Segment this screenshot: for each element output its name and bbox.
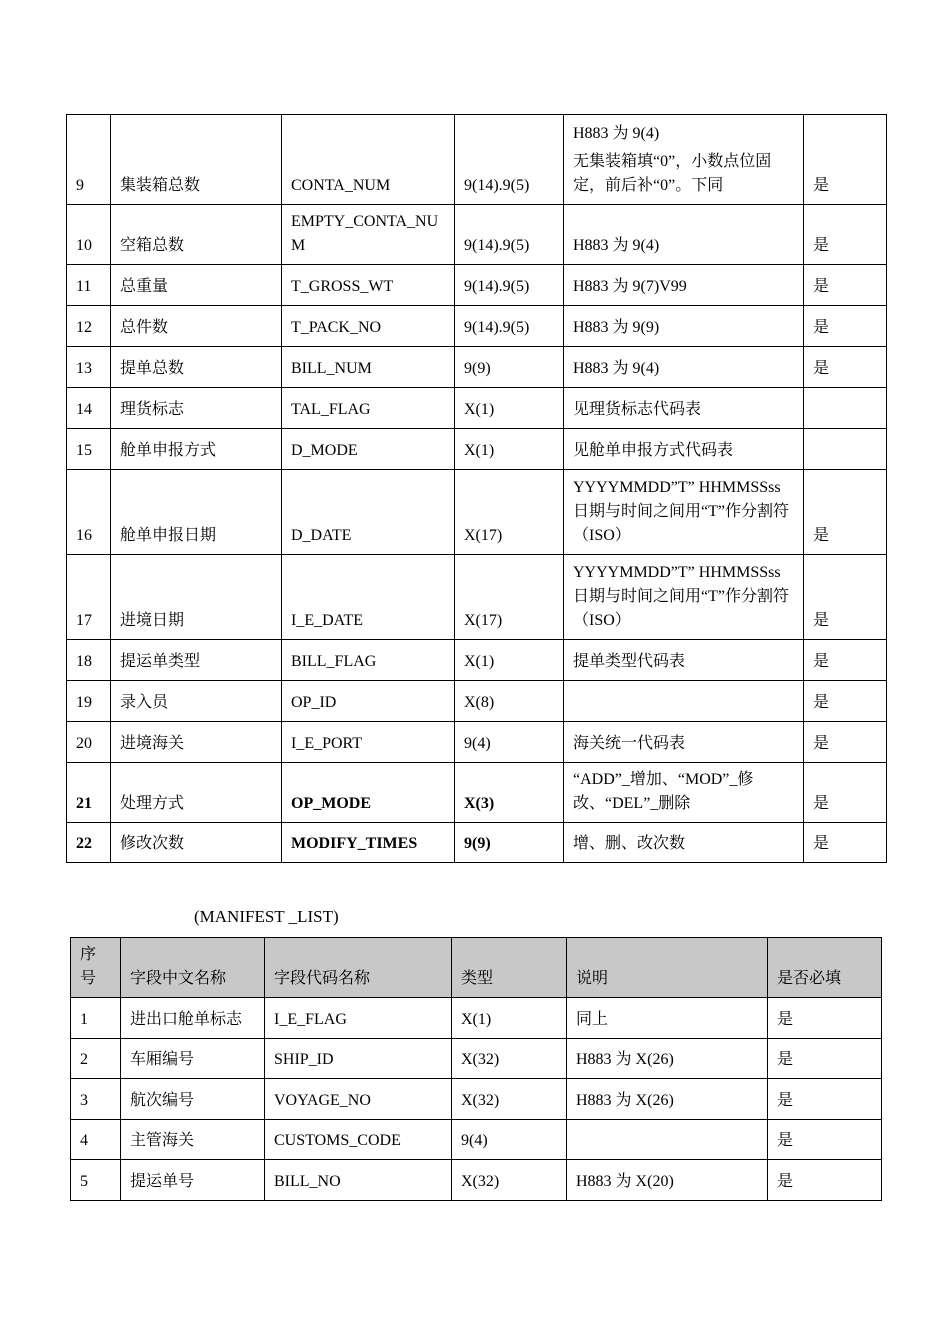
field-definition-table-continued bbox=[66, 114, 887, 863]
field-required: 是 bbox=[804, 640, 887, 681]
row-number: 12 bbox=[67, 306, 111, 347]
table-row bbox=[67, 763, 887, 823]
field-type: 9(14).9(5) bbox=[455, 205, 564, 265]
row-number: 15 bbox=[67, 429, 111, 470]
field-required: 是 bbox=[768, 998, 882, 1039]
field-description: H883 为 X(26) bbox=[567, 1039, 768, 1079]
row-number: 18 bbox=[67, 640, 111, 681]
field-description: 同上 bbox=[567, 998, 768, 1039]
field-type: 9(14).9(5) bbox=[455, 265, 564, 306]
table-row bbox=[67, 205, 887, 265]
field-required bbox=[804, 388, 887, 429]
field-type: 9(14).9(5) bbox=[455, 115, 564, 205]
field-description: YYYYMMDD”T” HHMMSSss 日期与时间之间用“T”作分割符（ISO） bbox=[564, 555, 804, 640]
field-type: X(1) bbox=[455, 429, 564, 470]
field-required bbox=[804, 429, 887, 470]
table-row bbox=[71, 1120, 882, 1160]
field-code-name: BILL_NUM bbox=[282, 347, 455, 388]
table-row bbox=[71, 1079, 882, 1120]
table-row bbox=[67, 306, 887, 347]
field-required: 是 bbox=[804, 347, 887, 388]
field-chinese-name: 主管海关 bbox=[121, 1120, 265, 1160]
field-code-name: I_E_DATE bbox=[282, 555, 455, 640]
row-number: 16 bbox=[67, 470, 111, 555]
field-type: X(1) bbox=[452, 998, 567, 1039]
table-row bbox=[67, 470, 887, 555]
column-header-chinese-name: 字段中文名称 bbox=[121, 938, 265, 998]
field-required: 是 bbox=[804, 265, 887, 306]
row-number: 13 bbox=[67, 347, 111, 388]
field-chinese-name: 提运单号 bbox=[121, 1160, 265, 1201]
field-description: 提单类型代码表 bbox=[564, 640, 804, 681]
field-chinese-name: 进出口舱单标志 bbox=[121, 998, 265, 1039]
field-type: 9(4) bbox=[452, 1120, 567, 1160]
row-number: 9 bbox=[67, 115, 111, 205]
field-code-name: SHIP_ID bbox=[265, 1039, 452, 1079]
table-row bbox=[67, 823, 887, 863]
field-description: 增、删、改次数 bbox=[564, 823, 804, 863]
field-description: H883 为 9(4) bbox=[564, 205, 804, 265]
field-chinese-name: 理货标志 bbox=[111, 388, 282, 429]
column-header-type: 类型 bbox=[452, 938, 567, 998]
field-required: 是 bbox=[804, 681, 887, 722]
field-chinese-name: 提单总数 bbox=[111, 347, 282, 388]
field-required: 是 bbox=[768, 1039, 882, 1079]
field-description: H883 为 X(20) bbox=[567, 1160, 768, 1201]
field-chinese-name: 进境日期 bbox=[111, 555, 282, 640]
field-description: “ADD”_增加、“MOD”_修改、“DEL”_删除 bbox=[564, 763, 804, 823]
column-header-code-name: 字段代码名称 bbox=[265, 938, 452, 998]
field-code-name: BILL_FLAG bbox=[282, 640, 455, 681]
field-type: 9(9) bbox=[455, 347, 564, 388]
field-code-name: CUSTOMS_CODE bbox=[265, 1120, 452, 1160]
field-required: 是 bbox=[804, 555, 887, 640]
field-code-name: VOYAGE_NO bbox=[265, 1079, 452, 1120]
field-required: 是 bbox=[768, 1160, 882, 1201]
table-caption: (MANIFEST _LIST) bbox=[194, 907, 339, 926]
field-description: H883 为 9(9) bbox=[564, 306, 804, 347]
field-code-name: OP_ID bbox=[282, 681, 455, 722]
field-description: 见理货标志代码表 bbox=[564, 388, 804, 429]
field-type: X(3) bbox=[455, 763, 564, 823]
field-required: 是 bbox=[804, 823, 887, 863]
field-required: 是 bbox=[804, 306, 887, 347]
field-type: X(32) bbox=[452, 1039, 567, 1079]
field-type: X(32) bbox=[452, 1160, 567, 1201]
description-line: H883 为 9(4) bbox=[573, 125, 660, 142]
field-code-name: EMPTY_CONTA_NUM bbox=[282, 205, 455, 265]
field-type: X(1) bbox=[455, 388, 564, 429]
field-chinese-name: 空箱总数 bbox=[111, 205, 282, 265]
row-number: 1 bbox=[71, 998, 121, 1039]
row-number: 11 bbox=[67, 265, 111, 306]
field-code-name: TAL_FLAG bbox=[282, 388, 455, 429]
field-chinese-name: 舱单申报方式 bbox=[111, 429, 282, 470]
field-code-name: D_MODE bbox=[282, 429, 455, 470]
field-description: H883 为 9(7)V99 bbox=[564, 265, 804, 306]
table-row bbox=[67, 388, 887, 429]
manifest-list-table bbox=[70, 937, 882, 1201]
field-chinese-name: 修改次数 bbox=[111, 823, 282, 863]
column-header-required: 是否必填 bbox=[768, 938, 882, 998]
row-number: 2 bbox=[71, 1039, 121, 1079]
table-row bbox=[67, 640, 887, 681]
field-code-name: T_GROSS_WT bbox=[282, 265, 455, 306]
field-chinese-name: 处理方式 bbox=[111, 763, 282, 823]
table-row bbox=[67, 115, 887, 205]
row-number: 3 bbox=[71, 1079, 121, 1120]
field-description: YYYYMMDD”T” HHMMSSss 日期与时间之间用“T”作分割符（ISO） bbox=[564, 470, 804, 555]
field-required: 是 bbox=[804, 205, 887, 265]
table-row bbox=[67, 347, 887, 388]
table-header-row bbox=[71, 938, 882, 998]
field-required: 是 bbox=[804, 470, 887, 555]
field-type: 9(9) bbox=[455, 823, 564, 863]
table-row bbox=[71, 1039, 882, 1079]
table-row bbox=[71, 998, 882, 1039]
field-required: 是 bbox=[768, 1120, 882, 1160]
field-type: X(8) bbox=[455, 681, 564, 722]
field-code-name: I_E_PORT bbox=[282, 722, 455, 763]
field-type: 9(14).9(5) bbox=[455, 306, 564, 347]
row-number: 17 bbox=[67, 555, 111, 640]
field-required: 是 bbox=[804, 722, 887, 763]
field-description: 见舱单申报方式代码表 bbox=[564, 429, 804, 470]
table-row bbox=[71, 1160, 882, 1201]
field-code-name: BILL_NO bbox=[265, 1160, 452, 1201]
row-number: 14 bbox=[67, 388, 111, 429]
field-type: X(17) bbox=[455, 470, 564, 555]
column-header-number: 序号 bbox=[71, 938, 121, 998]
field-chinese-name: 车厢编号 bbox=[121, 1039, 265, 1079]
field-type: 9(4) bbox=[455, 722, 564, 763]
field-code-name: I_E_FLAG bbox=[265, 998, 452, 1039]
field-type: X(32) bbox=[452, 1079, 567, 1120]
field-type: X(17) bbox=[455, 555, 564, 640]
field-code-name: CONTA_NUM bbox=[282, 115, 455, 205]
field-description: 海关统一代码表 bbox=[564, 722, 804, 763]
field-code-name: OP_MODE bbox=[282, 763, 455, 823]
row-number: 20 bbox=[67, 722, 111, 763]
row-number: 19 bbox=[67, 681, 111, 722]
field-chinese-name: 总件数 bbox=[111, 306, 282, 347]
field-type: X(1) bbox=[455, 640, 564, 681]
field-description bbox=[567, 1120, 768, 1160]
table-row bbox=[67, 722, 887, 763]
table-row bbox=[67, 429, 887, 470]
field-required: 是 bbox=[768, 1079, 882, 1120]
table-row bbox=[67, 555, 887, 640]
field-code-name: T_PACK_NO bbox=[282, 306, 455, 347]
row-number: 10 bbox=[67, 205, 111, 265]
field-chinese-name: 录入员 bbox=[111, 681, 282, 722]
table-row bbox=[67, 681, 887, 722]
field-chinese-name: 总重量 bbox=[111, 265, 282, 306]
row-number: 5 bbox=[71, 1160, 121, 1201]
row-number: 4 bbox=[71, 1120, 121, 1160]
field-required: 是 bbox=[804, 763, 887, 823]
field-code-name: D_DATE bbox=[282, 470, 455, 555]
field-description: H883 为 9(4) bbox=[564, 347, 804, 388]
field-chinese-name: 航次编号 bbox=[121, 1079, 265, 1120]
field-chinese-name: 提运单类型 bbox=[111, 640, 282, 681]
field-description bbox=[564, 115, 804, 205]
field-required: 是 bbox=[804, 115, 887, 205]
field-chinese-name: 进境海关 bbox=[111, 722, 282, 763]
row-number: 22 bbox=[67, 823, 111, 863]
table-row bbox=[67, 265, 887, 306]
description-line: 无集装箱填“0”，小数点位固定，前后补“0”。下同 bbox=[573, 153, 772, 194]
field-chinese-name: 舱单申报日期 bbox=[111, 470, 282, 555]
field-code-name: MODIFY_TIMES bbox=[282, 823, 455, 863]
field-description: H883 为 X(26) bbox=[567, 1079, 768, 1120]
field-chinese-name: 集装箱总数 bbox=[111, 115, 282, 205]
row-number: 21 bbox=[67, 763, 111, 823]
field-description bbox=[564, 681, 804, 722]
column-header-description: 说明 bbox=[567, 938, 768, 998]
